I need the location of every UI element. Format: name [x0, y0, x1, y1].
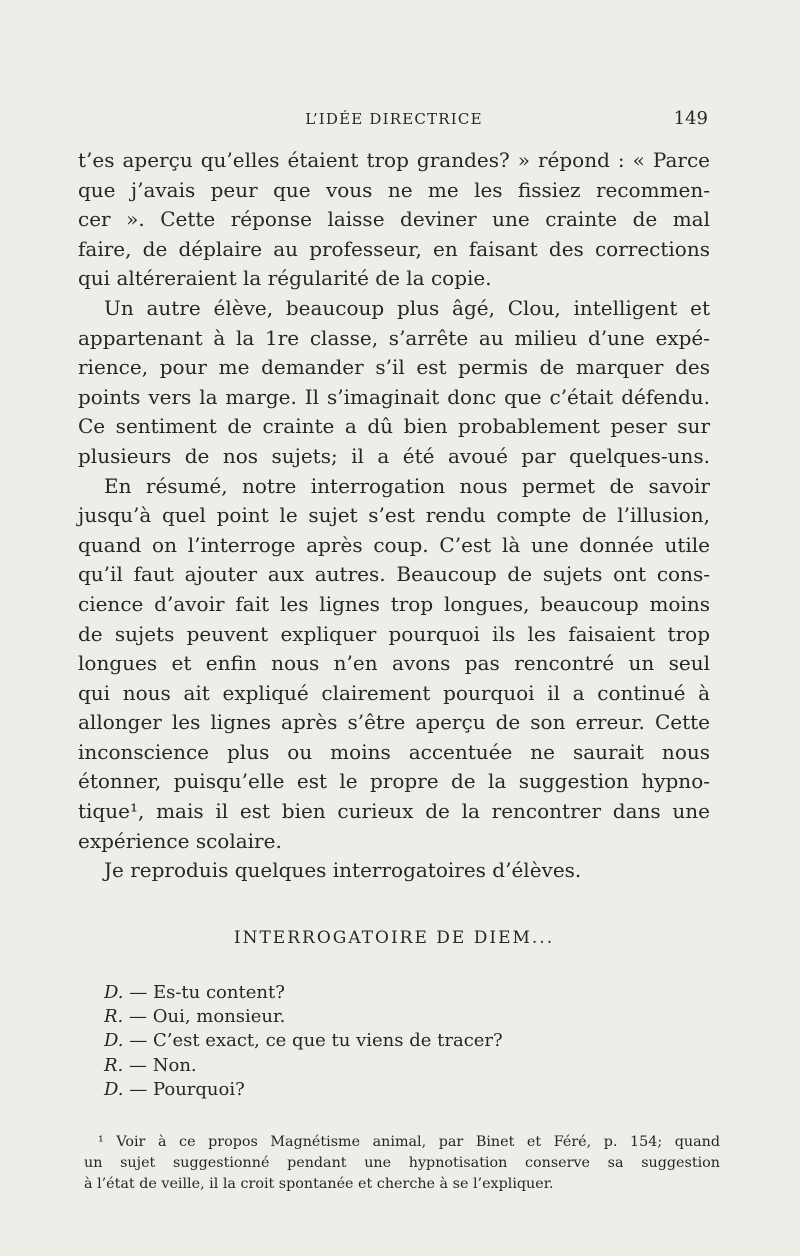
footnote-line: un sujet suggestionné pendant une hypnotisation conserve sa suggestion	[84, 1155, 720, 1171]
text-line: cer ». Cette réponse laisse deviner une crainte de mal	[78, 207, 710, 232]
text-line: qui nous ait expliqué clairement pourquoi il a continué à	[78, 680, 710, 705]
text-line: Ce sentiment de crainte a dû bien probablement peser sur	[78, 414, 710, 439]
text-line: allonger les lignes après s’être aperçu de son erreur. Cette	[78, 710, 710, 735]
running-title: L’IDÉE DIRECTRICE	[305, 110, 483, 128]
text-line: qu’il faut ajouter aux autres. Beaucoup de sujets ont cons-	[78, 562, 710, 587]
text-line: de sujets peuvent expliquer pourquoi ils les faisaient trop	[78, 621, 710, 646]
text-line: qui altéreraient la régularité de la copie.	[78, 266, 492, 291]
text-line: points vers la marge. Il s’imaginait donc que c’était défendu.	[78, 384, 710, 409]
body-text	[78, 146, 710, 886]
text-line: cience d’avoir fait les lignes trop longues, beaucoup moins	[78, 591, 710, 616]
text-line: rience, pour me demander s’il est permis de marquer des	[78, 355, 710, 380]
dialogue-line	[104, 1078, 624, 1102]
page-number: 149	[673, 108, 708, 129]
text-line: Un autre élève, beaucoup plus âgé, Clou, intelligent et	[104, 295, 710, 320]
speaker-label: D.	[104, 1078, 124, 1100]
text-line: t’es aperçu qu’elles étaient trop grandes? » répond : « Parce	[78, 148, 710, 172]
dialogue-text: — Non.	[129, 1054, 197, 1076]
text-line: expérience scolaire.	[78, 828, 282, 853]
text-line: tique¹, mais il est bien curieux de la rencontrer dans une	[78, 799, 710, 824]
text-line: quand on l’interroge après coup. C’est là une donnée utile	[78, 532, 710, 557]
dialogue-text: — Pourquoi?	[129, 1078, 245, 1100]
dialogue-line	[104, 1005, 624, 1029]
text-line: que j’avais peur que vous ne me les fissiez recommen-	[78, 177, 710, 202]
running-head	[78, 104, 710, 132]
dialogue-line	[104, 1054, 624, 1078]
text-line: étonner, puisqu’elle est le propre de la suggestion hypno-	[78, 769, 710, 794]
dialogue-text: — C’est exact, ce que tu viens de tracer?	[129, 1030, 503, 1052]
text-line: Je reproduis quelques interrogatoires d’élèves.	[104, 858, 582, 883]
text-line: longues et enfin nous n’en avons pas rencontré un seul	[78, 651, 710, 676]
dialogue	[104, 981, 624, 1102]
section-title: INTERROGATOIRE DE DIEM...	[233, 928, 555, 948]
dialogue-line	[104, 1029, 624, 1053]
text-line: faire, de déplaire au professeur, en faisant des corrections	[78, 236, 710, 261]
dialogue-text: — Es-tu content?	[129, 982, 285, 1003]
text-line: plusieurs de nos sujets; il a été avoué par quelques-uns.	[78, 443, 710, 468]
text-line: En résumé, notre interrogation nous permet de savoir	[104, 473, 710, 498]
footnote	[84, 1132, 720, 1195]
footnote-line: à l’état de veille, il la croit spontanée et cherche à se l’expliquer.	[84, 1176, 554, 1192]
text-line: inconscience plus ou moins accentuée ne saurait nous	[78, 739, 710, 764]
speaker-label: R.	[104, 1054, 124, 1076]
dialogue-text: — Oui, monsieur.	[129, 1006, 286, 1028]
speaker-label: D.	[104, 982, 124, 1003]
speaker-label: D.	[104, 1030, 124, 1052]
text-line: appartenant à la 1re classe, s’arrête au milieu d’une expé-	[78, 325, 710, 350]
dialogue-line	[104, 981, 624, 1005]
speaker-label: R.	[104, 1006, 124, 1028]
text-line: jusqu’à quel point le sujet s’est rendu compte de l’illusion,	[78, 503, 710, 528]
footnote-line: ¹ Voir à ce propos Magnétisme animal, par Binet et Féré, p. 154; quand	[98, 1134, 720, 1150]
